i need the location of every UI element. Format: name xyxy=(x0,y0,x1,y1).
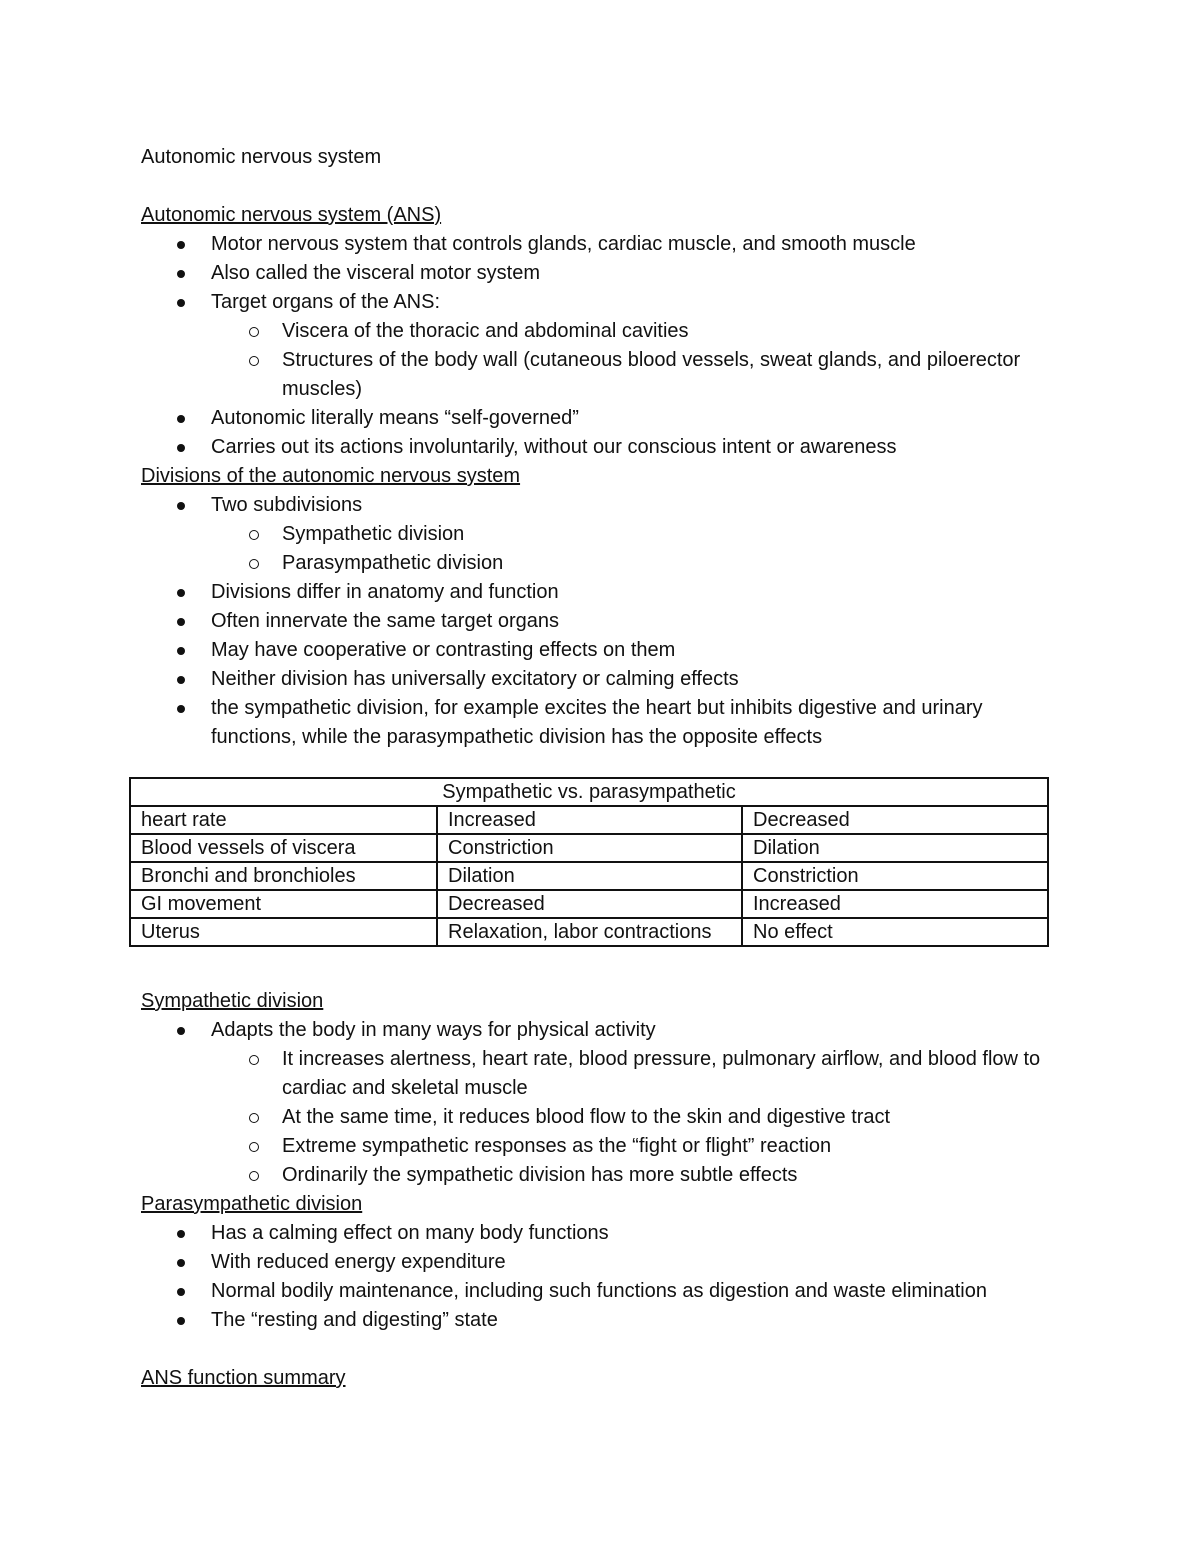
list-item: The “resting and digesting” state xyxy=(141,1306,1061,1335)
list-item: Sympathetic division xyxy=(141,520,1061,549)
table-row xyxy=(130,862,1048,890)
spacer xyxy=(141,172,1061,201)
divisions-heading: Divisions of the autonomic nervous system xyxy=(141,465,521,487)
list-item: Divisions differ in anatomy and function xyxy=(141,578,1061,607)
table-row xyxy=(130,918,1048,946)
circle-bullet-icon xyxy=(249,1113,259,1123)
list-item: Carries out its actions involuntarily, without our conscious intent or awareness xyxy=(141,433,1061,462)
bullet-icon xyxy=(177,676,185,684)
spacer xyxy=(141,1335,1061,1364)
parasympathetic-heading: Parasympathetic division xyxy=(141,1193,363,1215)
upper-content xyxy=(141,143,1061,752)
divisions-bullet-list-cont xyxy=(141,578,1061,752)
table-row xyxy=(130,806,1048,834)
table-cell: Constriction xyxy=(437,834,742,862)
table-caption-row xyxy=(130,778,1048,806)
bullet-icon xyxy=(177,1027,185,1035)
table-cell: Constriction xyxy=(742,862,1048,890)
bullet-icon xyxy=(177,241,185,249)
bullet-icon xyxy=(177,589,185,597)
bullet-icon xyxy=(177,1259,185,1267)
list-item: Parasympathetic division xyxy=(141,549,1061,578)
subdivisions-list xyxy=(141,520,1061,578)
table-cell: No effect xyxy=(742,918,1048,946)
list-item: Neither division has universally excitatory or calming effects xyxy=(141,665,1061,694)
lower-content xyxy=(141,987,1061,1393)
table-cell: heart rate xyxy=(130,806,437,834)
bullet-icon xyxy=(177,299,185,307)
list-item: Has a calming effect on many body functions xyxy=(141,1219,1061,1248)
bullet-icon xyxy=(177,270,185,278)
circle-bullet-icon xyxy=(249,356,259,366)
bullet-icon xyxy=(177,705,185,713)
table-row xyxy=(130,834,1048,862)
list-item: Target organs of the ANS: xyxy=(141,288,1061,317)
table-cell: Uterus xyxy=(130,918,437,946)
table-cell: Increased xyxy=(742,890,1048,918)
circle-bullet-icon xyxy=(249,1142,259,1152)
table-cell: Bronchi and bronchioles xyxy=(130,862,437,890)
list-item: Adapts the body in many ways for physical activity xyxy=(141,1016,1061,1045)
table-cell: Decreased xyxy=(742,806,1048,834)
sympathetic-heading: Sympathetic division xyxy=(141,990,324,1012)
table-caption: Sympathetic vs. parasympathetic xyxy=(130,778,1048,806)
table-cell: Relaxation, labor contractions xyxy=(437,918,742,946)
circle-bullet-icon xyxy=(249,559,259,569)
list-item: Often innervate the same target organs xyxy=(141,607,1061,636)
sympathetic-bullet-list xyxy=(141,1016,1061,1045)
table-cell: Decreased xyxy=(437,890,742,918)
list-item: Normal bodily maintenance, including such functions as digestion and waste elimination xyxy=(141,1277,1061,1306)
list-item: At the same time, it reduces blood flow to the skin and digestive tract xyxy=(141,1103,1061,1132)
bullet-icon xyxy=(177,444,185,452)
table-cell: Dilation xyxy=(742,834,1048,862)
bullet-icon xyxy=(177,1288,185,1296)
comparison-table-wrapper xyxy=(129,777,1047,947)
list-item: It increases alertness, heart rate, blood pressure, pulmonary airflow, and blood flow to cardiac and skeletal muscle xyxy=(141,1045,1061,1103)
comparison-table xyxy=(129,777,1049,947)
list-item: Viscera of the thoracic and abdominal cavities xyxy=(141,317,1061,346)
circle-bullet-icon xyxy=(249,530,259,540)
target-organs-list xyxy=(141,317,1061,404)
summary-heading: ANS function summary xyxy=(141,1367,346,1389)
ans-bullet-list-cont xyxy=(141,404,1061,462)
table-cell: GI movement xyxy=(130,890,437,918)
table-cell: Increased xyxy=(437,806,742,834)
bullet-icon xyxy=(177,1317,185,1325)
list-item: Autonomic literally means “self-governed” xyxy=(141,404,1061,433)
bullet-icon xyxy=(177,1230,185,1238)
sympathetic-sub-list xyxy=(141,1045,1061,1190)
list-item: Two subdivisions xyxy=(141,491,1061,520)
table-cell: Blood vessels of viscera xyxy=(130,834,437,862)
list-item: Ordinarily the sympathetic division has more subtle effects xyxy=(141,1161,1061,1190)
divisions-bullet-list xyxy=(141,491,1061,520)
circle-bullet-icon xyxy=(249,1171,259,1181)
document-title: Autonomic nervous system xyxy=(141,146,382,168)
parasympathetic-bullet-list xyxy=(141,1219,1061,1335)
list-item: the sympathetic division, for example excites the heart but inhibits digestive and urinary functions, while the parasympathetic division has the opposite effects xyxy=(141,694,1061,752)
list-item: Extreme sympathetic responses as the “fight or flight” reaction xyxy=(141,1132,1061,1161)
bullet-icon xyxy=(177,647,185,655)
circle-bullet-icon xyxy=(249,327,259,337)
list-item: Structures of the body wall (cutaneous blood vessels, sweat glands, and piloerector muscles) xyxy=(141,346,1061,404)
list-item: Also called the visceral motor system xyxy=(141,259,1061,288)
bullet-icon xyxy=(177,502,185,510)
list-item: Motor nervous system that controls glands, cardiac muscle, and smooth muscle xyxy=(141,230,1061,259)
ans-heading: Autonomic nervous system (ANS) xyxy=(141,204,442,226)
table-row xyxy=(130,890,1048,918)
bullet-icon xyxy=(177,618,185,626)
circle-bullet-icon xyxy=(249,1055,259,1065)
table-cell: Dilation xyxy=(437,862,742,890)
ans-bullet-list xyxy=(141,230,1061,317)
list-item: With reduced energy expenditure xyxy=(141,1248,1061,1277)
bullet-icon xyxy=(177,415,185,423)
list-item: May have cooperative or contrasting effects on them xyxy=(141,636,1061,665)
